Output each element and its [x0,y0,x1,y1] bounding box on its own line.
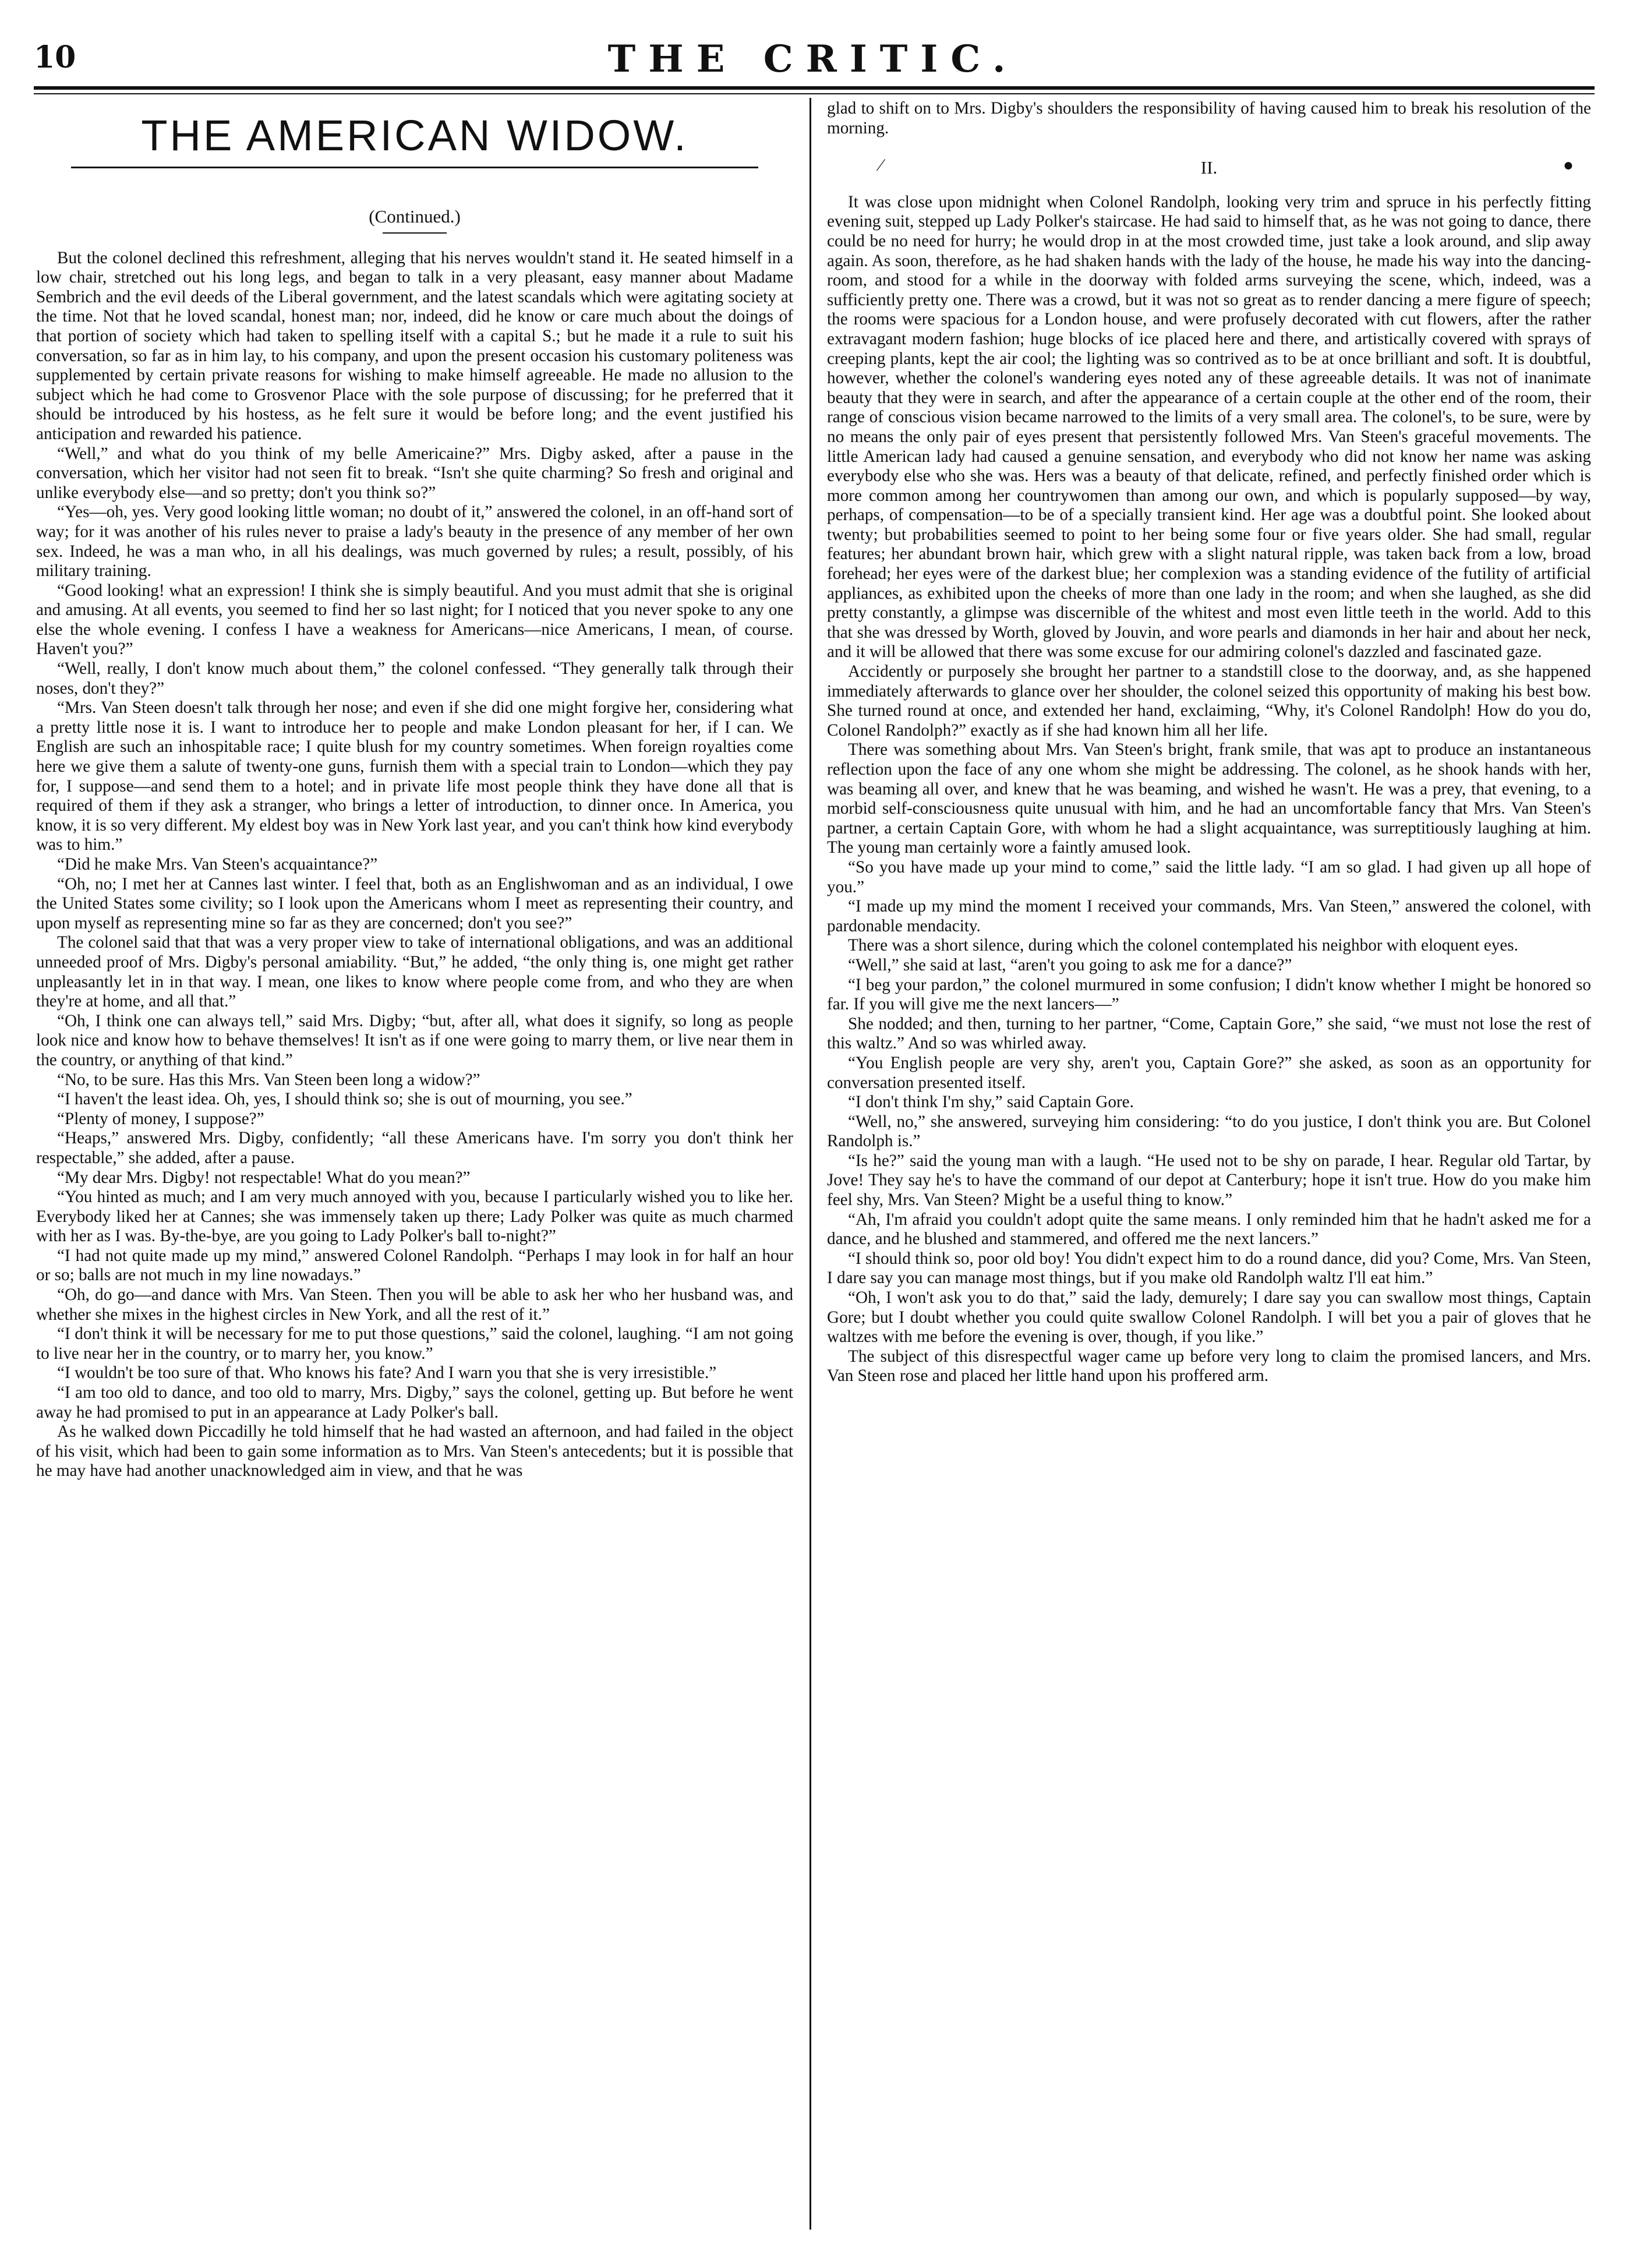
paragraph: “I don't think it will be necessary for me to put those questions,” said the colonel, laughing. “I am not going to live near her in the country, or to marry her, you know.” [36,1324,793,1363]
ornament-mark-icon: ⁄ [879,156,883,175]
continued-rule [383,232,447,234]
paragraph: “I should think so, poor old boy! You didn't expect him to do a round dance, did you? Come, Mrs. Van Steen, I dare say you can manage most things, but if you make old Randolph waltz I'll eat him.” [827,1249,1591,1288]
running-head: THE CRITIC. [607,37,1019,81]
paragraph: “I had not quite made up my mind,” answered Colonel Randolph. “Perhaps I may look in for half an hour or so; balls are not much in my line nowadays.” [36,1246,793,1285]
header-rule-thick [34,86,1595,90]
paragraph: “Oh, do go—and dance with Mrs. Van Steen. Then you will be able to ask her who her husband was, and whether she mixes in the highest circles in New York, and all the rest of it.” [36,1285,793,1324]
paragraph: “Well,” and what do you think of my belle Americaine?” Mrs. Digby asked, after a pause in the conversation, which her visitor had not seen fit to break. “Isn't she quite charming? So fresh and original and unlike everybody else—and so pretty; don't you think so?” [36,444,793,502]
paragraph: “You English people are very shy, aren't you, Captain Gore?” she asked, as soon as an opportunity for conversation presented itself. [827,1053,1591,1092]
section-number: II. [1200,157,1218,178]
paragraph: The subject of this disrespectful wager came up before very long to claim the promised lancers, and Mrs. Van Steen rose and placed her little hand upon his proffered arm. [827,1347,1591,1386]
column-divider [810,98,811,2230]
paragraph: “Yes—oh, yes. Very good looking little woman; no doubt of it,” answered the colonel, in an off-hand sort of way; for it was another of his rules never to praise a lady's beauty in the presence of any member of her own sex. Indeed, he was a man who, in all his dealings, was much governed by rules; a result, possibly, of his military training. [36,503,793,581]
paragraph: It was close upon midnight when Colonel Randolph, looking very trim and spruce in his perfectly fitting evening suit, stepped up Lady Polker's staircase. He had said to himself that, as he was not going to dance, there could be no need for hurry; he would drop in at the most crowded time, just take a look around, and slip away again. As soon, therefore, as he had shaken hands with the lady of the house, he made his way into the dancing-room, and stood for a while in the doorway with folded arms surveying the scene, which, indeed, was a sufficiently pretty one. There was a crowd, but it was not so great as to render dancing a mere figure of speech; the rooms were spacious for a London house, and were profusely decorated with cut flowers, after the rather extravagant modern fashion; huge blocks of ice placed here and there, and artistically covered with sprays of creeping plants, kept the air cool; the lighting was so contrived as to be at once brilliant and soft. It is doubtful, however, whether the colonel's wandering eyes noted any of these agreeable details. It was not of inanimate beauty that they were in search, and after the appearance of a certain couple at the other end of the room, their range of conscious vision became narrowed to the limits of a very small area. The colonel's, to be sure, were by no means the only pair of eyes present that persistently followed Mrs. Van Steen's graceful movements. The little American lady had caused a genuine sensation, and everybody who did not know her name was asking everybody else who she was. Hers was a beauty of that delicate, refined, and perfectly finished order which is more common among her countrywomen than among our own, and which is popularly supposed—by way, perhaps, of compensation—to be of a specially transient kind. Her age was a doubtful point. She looked about twenty; but probabilities seemed to point to her being some four or five years older. She had small, regular features; her abundant brown hair, which grew with a slight natural ripple, was taken back from a low, broad forehead; her eyes were of the darkest blue; her complexion was a standing evidence of the futility of artificial appliances, as exhibited upon the cheeks of more than one lady in the room; and when she laughed, as she did pretty constantly, a glimpse was discernible of the whitest and most even little teeth in the world. Add to this that she was dressed by Worth, gloved by Jouvin, and wore pearls and diamonds in her hair and about her neck, and it will be allowed that there was some excuse for our admiring colonel's dazzled and fascinated gaze. [827,192,1591,662]
paragraph: “I made up my mind the moment I received your commands, Mrs. Van Steen,” answered the colonel, with pardonable mendacity. [827,897,1591,935]
paragraph: “Mrs. Van Steen doesn't talk through her nose; and even if she did one might forgive her, considering what a pretty little nose it is. I want to introduce her to people and make London pleasant for her, if I can. We English are such an inhospitable race; I quite blush for my country sometimes. When foreign royalties come here we give them a salute of twenty-one guns, furnish them with a special train to London—which they pay for, I suppose—and send them to a hotel; and in private life most people think they have done all that is required of them if they ask a stranger, who brings a letter of introduction, to dinner once. In America, you know, it is so very different. My eldest boy was in New York last year, and you can't think how kind everybody was to him.” [36,698,793,854]
article-title: THE AMERICAN WIDOW. [141,111,688,160]
paragraph: “Plenty of money, I suppose?” [57,1109,264,1128]
paragraph: “Well, no,” she answered, surveying him considering: “to do you justice, I don't think you are. But Colonel Randolph is.” [827,1112,1591,1151]
paragraph: “So you have made up your mind to come,” said the little lady. “I am so glad. I had given up all hope of you.” [827,857,1591,896]
paragraph: “My dear Mrs. Digby! not respectable! What do you mean?” [57,1168,471,1187]
paragraph: “Well,” she said at last, “aren't you going to ask me for a dance?” [848,955,1292,974]
left-column-body [36,249,793,1481]
paragraph: “I don't think I'm shy,” said Captain Gore. [848,1093,1134,1112]
right-column-body [827,193,1591,1386]
paragraph: “I wouldn't be too sure of that. Who knows his fate? And I warn you that she is very irresistible.” [57,1363,717,1383]
paragraph: “Oh, I think one can always tell,” said Mrs. Digby; “but, after all, what does it signify, so long as people look nice and know how to behave themselves! It isn't as if one were going to marry them, or live near them in the country, or anything of that kind.” [36,1011,793,1069]
paragraph: “Ah, I'm afraid you couldn't adopt quite the same means. I only reminded him that he hadn't asked me for a dance, and he blushed and stammered, and offered me the next lancers.” [827,1210,1591,1249]
paragraph: “You hinted as much; and I am very much annoyed with you, because I particularly wished you to like her. Everybody liked her at Cannes; she was immensely taken up there; Lady Polker was quite as much charmed with her as I was. By-the-bye, are you going to Lady Polker's ball to-night?” [36,1188,793,1246]
section-heading [827,158,1591,178]
paragraph: “I haven't the least idea. Oh, yes, I should think so; she is out of mourning, you see.” [57,1090,632,1109]
page-header [0,0,1626,93]
paragraph: “Well, really, I don't know much about them,” the colonel confessed. “They generally talk through their noses, don't they?” [36,659,793,698]
header-rule-thin [34,93,1595,94]
paragraph: Accidently or purposely she brought her partner to a standstill close to the doorway, and, as she happened immediately afterwards to glance over her shoulder, the colonel seized this opportunity of making his best bow. She turned round at once, and extended her hand, exclaiming, “Why, it's Colonel Randolph! How do you do, Colonel Randolph?” exactly as if she had known him all her life. [827,662,1591,740]
paragraph: “Heaps,” answered Mrs. Digby, confidently; “all these Americans have. I'm sorry you don't think her respectable,” she added, after a pause. [36,1129,793,1167]
right-column [827,99,1591,2248]
paragraph: “I beg your pardon,” the colonel murmured in some confusion; I didn't know whether I might be honored so far. If you will give me the next lancers—” [827,975,1591,1014]
paragraph: The colonel said that that was a very proper view to take of international obligations, and was an additional unneeded proof of Mrs. Digby's personal amiability. “But,” he added, “the only thing is, one might get rather unpleasantly let in in that way. I mean, one likes to know where people come from, and who they are when they're at home, and all that.” [36,933,793,1011]
paragraph: “Did he make Mrs. Van Steen's acquaintance?” [57,855,378,874]
paragraph: There was something about Mrs. Van Steen's bright, frank smile, that was apt to produce an instantaneous reflection upon the face of any one whom she might be addressing. The colonel, as he shook hands with her, was beaming all over, and knew that he was beaming, and wished he wasn't. He was a prey, that evening, to a morbid self-consciousness quite unusual with him, and he had an uncomfortable fancy that Mrs. Van Steen's partner, a certain Captain Gore, with whom he had a slight acquaintance, was surreptitiously laughing at him. The young man certainly wore a faintly amused look. [827,740,1591,857]
right-column-continuation: glad to shift on to Mrs. Digby's shoulders the responsibility of having caused him to break his resolution of the morning. [827,99,1591,137]
paragraph: “No, to be sure. Has this Mrs. Van Steen been long a widow?” [57,1070,480,1089]
paragraph: “Good looking! what an expression! I think she is simply beautiful. And you must admit that she is original and amusing. At all events, you seemed to find her so last night; for I noticed that you never spoke to any one else the whole evening. I confess I have a weakness for Americans—nice Americans, I mean, of course. Haven't you?” [36,581,793,659]
paragraph: As he walked down Piccadilly he told himself that he had wasted an afternoon, and had failed in the object of his visit, which had been to gain some information as to Mrs. Van Steen's antecedents; but it is possible that he may have had another unacknowledged aim in view, and that he was [36,1422,793,1481]
paragraph: “Is he?” said the young man with a laugh. “He used not to be shy on parade, I hear. Regular old Tartar, by Jove! They say he's to have the command of our depot at Canterbury; hope it isn't true. How do you make him feel shy, Mrs. Van Steen? Might be a useful thing to know.” [827,1151,1591,1210]
paragraph: She nodded; and then, turning to her partner, “Come, Captain Gore,” she said, “we must not lose the rest of this waltz.” And so was whirled away. [827,1014,1591,1053]
paragraph: “I am too old to dance, and too old to marry, Mrs. Digby,” says the colonel, getting up. But before he went away he had promised to put in an appearance at Lady Polker's ball. [36,1383,793,1422]
bullet-mark-icon: ● [1563,156,1574,175]
paragraph: There was a short silence, during which the colonel contemplated his neighbor with eloquent eyes. [848,936,1518,955]
title-rule [71,167,758,168]
left-column [36,99,793,2248]
paragraph: But the colonel declined this refreshment, alleging that his nerves wouldn't stand it. He seated himself in a low chair, stretched out his long legs, and began to talk in a very pleasant, easy manner about Madame Sembrich and the evil deeds of the Liberal government, and the latest scandals which were agitating society at the time. Not that he loved scandal, honest man; nor, indeed, did he know or care much about the doings of that portion of society which had taken to spelling itself with a capital S.; but he made it a rule to suit his conversation, so far as in him lay, to his company, and upon the present occasion his customary politeness was supplemented by certain private reasons for wishing to make himself agreeable. He made no allusion to the subject which he had come to Grosvenor Place with the sole purpose of discussing; for he preferred that it should be introduced by his hostess, as he felt sure it would be before long; and the event justified his anticipation and rewarded his patience. [36,248,793,443]
paragraph: “Oh, no; I met her at Cannes last winter. I feel that, both as an Englishwoman and as an individual, I owe the United States some civility; so I look upon the Americans whom I meet as representing their country, and upon myself as representing mine so far as they are concerned; don't you see?” [36,874,793,932]
paragraph: “Oh, I won't ask you to do that,” said the lady, demurely; I dare say you can swallow most things, Captain Gore; but I doubt whether you could quite swallow Colonel Randolph. I will bet you a pair of gloves that he waltzes with me before the evening is over, though, if you like.” [827,1288,1591,1347]
continued-label: (Continued.) [369,206,461,227]
page-number: 10 [34,40,76,75]
